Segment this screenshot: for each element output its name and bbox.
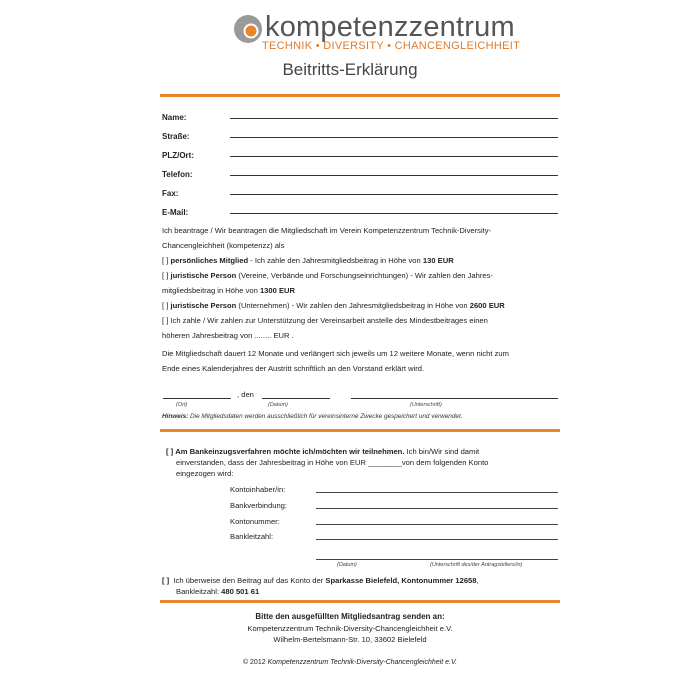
transfer-blz: Bankleitzahl: 480 501 61	[176, 587, 260, 596]
checkbox-bank-debit[interactable]: [ ]	[166, 447, 174, 456]
bank-code-field[interactable]	[316, 539, 558, 540]
option-personal[interactable]: [ ] persönliches Mitglied - Ich zahle den Jahresmitgliedsbeitrag in Höhe von 130 EUR	[162, 256, 454, 265]
place-field[interactable]	[163, 398, 231, 399]
caption-date: (Datum)	[268, 402, 288, 408]
footer-copyright: © 2012 Kompetenzzentrum Technik-Diversity-Chancengleichheit e.V.	[242, 659, 458, 666]
bank-option[interactable]: [ ] Am Bankeinzugsverfahren möchte ich/möchten wir teilnehmen. Ich bin/Wir sind damit	[166, 447, 480, 456]
email-field[interactable]	[230, 213, 558, 214]
field-label-fax: Fax:	[162, 189, 179, 198]
bank-label-bank: Bankverbindung:	[230, 501, 287, 510]
date-field[interactable]	[262, 398, 330, 399]
bottom-rule	[160, 600, 560, 603]
document-title: Beitritts-Erklärung	[282, 60, 418, 79]
option-higher-fee[interactable]: [ ] Ich zahle / Wir zahlen zur Unterstützung der Vereinsarbeit anstelle des Mindestbeitrages einen	[162, 316, 488, 325]
name-field[interactable]	[230, 118, 558, 119]
account-holder-field[interactable]	[316, 492, 558, 493]
option-legal-assoc[interactable]: [ ] juristische Person (Vereine, Verbände und Forschungseinrichtungen) - Wir zahlen den Jahres-	[162, 271, 493, 280]
fax-field[interactable]	[230, 194, 558, 195]
option-legal-company[interactable]: [ ] juristische Person (Unternehmen) - Wir zahlen den Jahresmitgliedsbeitrag in Höhe von 2600 EUR	[162, 301, 505, 310]
intro-line-2: Chancengleichheit (kompetenzz) als	[162, 241, 285, 250]
membership-section	[162, 223, 560, 343]
bank-label-holder: Kontoinhaber/in:	[230, 485, 286, 494]
bank-caption-signature: (Unterschrift des/der Antragstellers/in)	[430, 562, 523, 568]
duration-line-1: Die Mitgliedschaft dauert 12 Monate und verlängert sich jeweils um 12 weitere Monate, wenn nicht zum	[162, 349, 509, 358]
field-label-email: E-Mail:	[162, 208, 189, 217]
duration-section	[162, 346, 560, 376]
field-label-name: Name:	[162, 113, 187, 122]
checkbox-transfer[interactable]: [ ]	[162, 576, 170, 585]
bank-caption-date: (Datum)	[337, 562, 357, 568]
transfer-section	[162, 575, 560, 597]
bank-label-account: Kontonummer:	[230, 517, 280, 526]
caption-signature: (Unterschrift)	[410, 402, 442, 408]
logo-tagline: TECHNIK • DIVERSITY • CHANCENGLEICHHEIT	[262, 40, 521, 52]
account-number-field[interactable]	[316, 524, 558, 525]
footer-address: Wilhelm-Bertelsmann-Str. 10, 33602 Bielefeld	[273, 635, 427, 644]
signature-field[interactable]	[351, 398, 558, 399]
bank-section	[166, 446, 560, 479]
bank-text-3: eingezogen wird:	[176, 469, 234, 478]
street-field[interactable]	[230, 137, 558, 138]
middle-rule	[160, 429, 560, 432]
caption-place: (Ort)	[176, 402, 188, 408]
duration-line-2: Ende eines Kalenderjahres der Austritt schriftlich an den Vorstand erklärt wird.	[162, 364, 425, 373]
date-separator: , den	[237, 390, 254, 399]
field-label-phone: Telefon:	[162, 170, 193, 179]
phone-field[interactable]	[230, 175, 558, 176]
bank-signature-field[interactable]	[316, 559, 558, 560]
field-label-street: Straße:	[162, 132, 190, 141]
zip-city-field[interactable]	[230, 156, 558, 157]
bank-text-2: einverstanden, dass der Jahresbeitrag in Höhe von EUR ________von dem folgenden Konto	[176, 458, 489, 467]
checkbox-legal-assoc[interactable]: [ ]	[162, 271, 169, 280]
option-higher-fee-cont: höheren Jahresbeitrag von ........ EUR .	[162, 331, 294, 340]
bank-name-field[interactable]	[316, 508, 558, 509]
intro-line-1: Ich beantrage / Wir beantragen die Mitgliedschaft im Verein Kompetenzzentrum Technik-Diversity-	[162, 226, 492, 235]
checkbox-personal[interactable]: [ ]	[162, 256, 169, 265]
checkbox-legal-company[interactable]: [ ]	[162, 301, 169, 310]
field-label-zip-city: PLZ/Ort:	[162, 151, 194, 160]
transfer-option[interactable]: [ ] Ich überweise den Beitrag auf das Konto der Sparkasse Bielefeld, Kontonummer 12658,	[162, 576, 479, 585]
option-legal-assoc-cont: mitgliedsbeitrag in Höhe von 1300 EUR	[162, 286, 295, 295]
logo-name: kompetenzzentrum	[265, 11, 515, 43]
top-rule	[160, 94, 560, 97]
footer-request: Bitte den ausgefüllten Mitgliedsantrag senden an:	[255, 612, 445, 621]
ring-mark-icon	[233, 14, 263, 44]
privacy-hint: Hinweis: Die Mitgliedsdaten werden ausschließlich für vereinsinterne Zwecke gespeichert und verwendet.	[162, 413, 463, 420]
bank-label-blz: Bankleitzahl:	[230, 532, 274, 541]
footer-org: Kompetenzzentrum Technik-Diversity-Chancengleichheit e.V.	[247, 624, 453, 633]
